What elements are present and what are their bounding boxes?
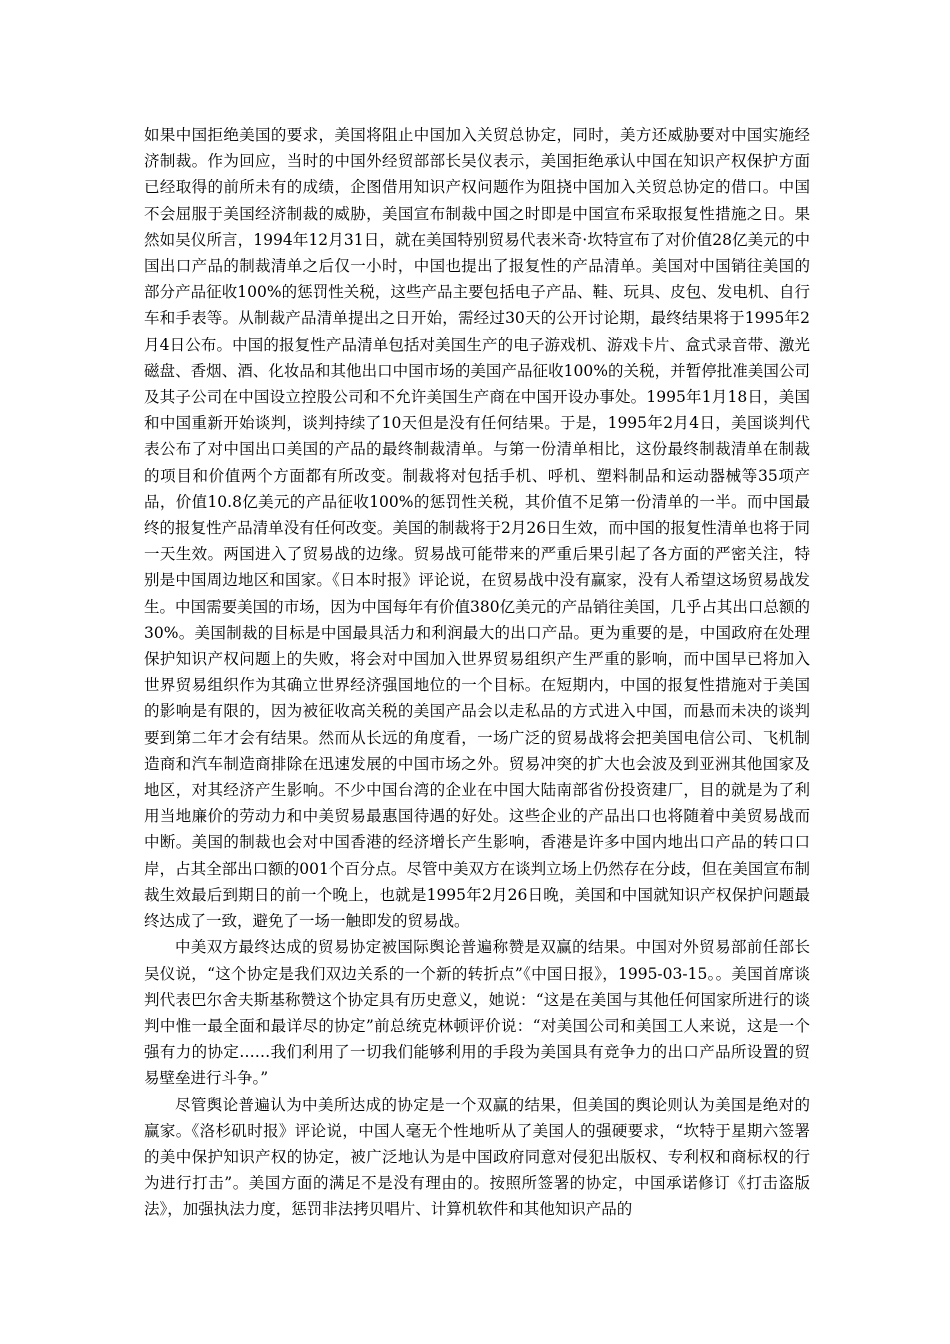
paragraph-2: 中美双方最终达成的贸易协定被国际舆论普遍称赞是双赢的结果。中国对外贸易部前任部长吴仪说，“这个协定是我们双边关系的一个新的转折点”《中国日报》，1995-03-15。。美国首席谈判代表巴尔舍夫斯基称赞这个协定具有历史意义，她说：“这是在美国与其他任何国家所进行的谈判中惟一最全面和最详尽的协定”前总统克林顿评价说：“对美国公司和美国工人来说，这是一个强有力的协定……我们利用了一切我们能够利用的手段为美国具有竞争力的出口产品所设置的贸易壁垒进行斗争。”	[144, 938, 810, 1088]
document-body	[144, 122, 810, 1223]
paragraph-3: 尽管舆论普遍认为中美所达成的协定是一个双赢的结果，但美国的舆论则认为美国是绝对的赢家。《洛杉矶时报》评论说，中国人毫无个性地听从了美国人的强硬要求，“坎特于星期六签署的美中保护知识产权的协定，被广泛地认为是中国政府同意对侵犯出版权、专利权和商标权的行为进行打击”。美国方面的满足不是没有理由的。按照所签署的协定，中国承诺修订《打击盗版法》，加强执法力度，惩罚非法拷贝唱片、计算机软件和其他知识产品的	[144, 1095, 810, 1219]
paragraph-1: 如果中国拒绝美国的要求，美国将阻止中国加入关贸总协定，同时，美方还威胁要对中国实施经济制裁。作为回应，当时的中国外经贸部部长吴仪表示，美国拒绝承认中国在知识产权保护方面已经取得的前所未有的成绩，企图借用知识产权问题作为阻挠中国加入关贸总协定的借口。中国不会屈服于美国经济制裁的威胁，美国宣布制裁中国之时即是中国宣布采取报复性措施之日。果然如吴仪所言，1994年12月31日，就在美国特别贸易代表米奇·坎特宣布了对价值28亿美元的中国出口产品的制裁清单之后仅一小时，中国也提出了报复性的产品清单。美国对中国销往美国的部分产品征收100%的惩罚性关税，这些产品主要包括电子产品、鞋、玩具、皮包、发电机、自行车和手表等。从制裁产品清单提出之日开始，需经过30天的公开讨论期，最终结果将于1995年2月4日公布。中国的报复性产品清单包括对美国生产的电子游戏机、游戏卡片、盒式录音带、激光磁盘、香烟、酒、化妆品和其他出口中国市场的美国产品征收100%的关税，并暂停批准美国公司及其子公司在中国设立控股公司和不允许美国生产商在中国开设办事处。1995年1月18日，美国和中国重新开始谈判，谈判持续了10天但是没有任何结果。于是，1995年2月4日，美国谈判代表公布了对中国出口美国的产品的最终制裁清单。与第一份清单相比，这份最终制裁清单在制裁的项目和价值两个方面都有所改变。制裁将对包括手机、呼机、塑料制品和运动器械等35项产品，价值10.8亿美元的产品征收100%的惩罚性关税，其价值不足第一份清单的一半。而中国最终的报复性产品清单没有任何改变。美国的制裁将于2月26日生效，而中国的报复性清单也将于同一天生效。两国进入了贸易战的边缘。贸易战可能带来的严重后果引起了各方面的严密关注，特别是中国周边地区和国家。《日本时报》评论说，在贸易战中没有赢家，没有人希望这场贸易战发生。中国需要美国的市场，因为中国每年有价值380亿美元的产品销往美国，几乎占其出口总额的30%。美国制裁的目标是中国最具活力和利润最大的出口产品。更为重要的是，中国政府在处理保护知识产权问题上的失败，将会对中国加入世界贸易组织产生严重的影响，而中国早已将加入世界贸易组织作为其确立世界经济强国地位的一个目标。在短期内，中国的报复性措施对于美国的影响是有限的，因为被征收高关税的美国产品会以走私品的方式进入中国，而悬而未决的谈判要到第二年才会有结果。然而从长远的角度看，一场广泛的贸易战将会把美国电信公司、飞机制造商和汽车制造商排除在迅速发展的中国市场之外。贸易冲突的扩大也会波及到亚洲其他国家及地区，对其经济产生影响。不少中国台湾的企业在中国大陆南部省份投资建厂，目的就是为了利用当地廉价的劳动力和中美贸易最惠国待遇的好处。这些企业的产品出口也将随着中美贸易战而中断。美国的制裁也会对中国香港的经济增长产生影响，香港是许多中国内地出口产品的转口口岸，占其全部出口额的001个百分点。尽管中美双方在谈判立场上仍然存在分歧，但在美国宣布制裁生效最后到期日的前一个晚上，也就是1995年2月26日晚，美国和中国就知识产权保护问题最终达成了一致，避免了一场一触即发的贸易战。	[144, 126, 810, 931]
